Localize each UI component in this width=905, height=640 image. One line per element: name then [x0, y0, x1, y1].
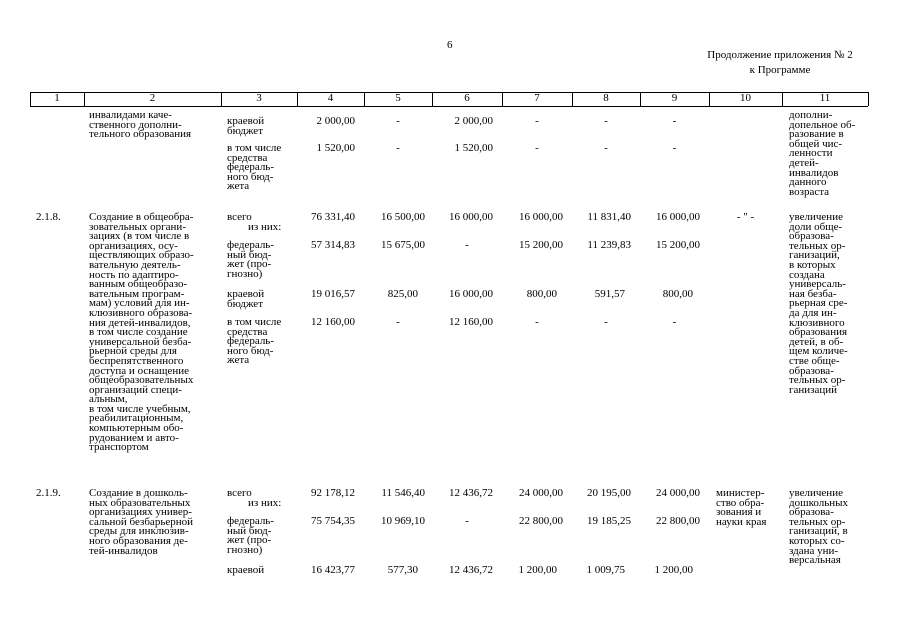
- row-218-regional-col9: 800,00: [662, 288, 693, 300]
- row-219-of-them-label: из них:: [248, 497, 282, 509]
- cont-federal-incl-col9: -: [672, 142, 677, 154]
- header-col-1: 1: [54, 92, 60, 104]
- cont-regional-col4: 2 000,00: [316, 115, 355, 127]
- row-219-total-col9: 24 000,00: [656, 487, 700, 499]
- row-218-of-them-label: из них:: [248, 221, 282, 233]
- row-219-federal-col7: 22 800,00: [519, 515, 563, 527]
- header-col-4: 4: [327, 92, 334, 104]
- row-219-total-col4: 92 178,12: [311, 487, 355, 499]
- continuation-line-1: Продолжение приложения № 2: [707, 49, 853, 61]
- row-218-federal-incl-label: в том числе средства федераль- ного бюд- жета: [227, 316, 282, 367]
- row-219-total-col6: 12 436,72: [449, 487, 493, 499]
- table-right-border: [868, 92, 869, 106]
- header-col-8: 8: [603, 92, 609, 104]
- row-218-total-col9: 16 000,00: [656, 211, 700, 223]
- row-219-federal-col6: -: [465, 515, 469, 527]
- row-219-total-col5: 11 546,40: [381, 487, 425, 499]
- row-218-federal-incl-col8: -: [604, 316, 608, 328]
- header-col-9: 9: [671, 92, 678, 104]
- row-219-regional-col7: 1 200,00: [518, 564, 557, 576]
- header-col-2: 2: [149, 92, 156, 104]
- cont-federal-incl-col5: -: [396, 142, 400, 154]
- cont-regional-col7: -: [535, 115, 539, 127]
- row-219-number: 2.1.9.: [36, 487, 61, 499]
- row-218-regional-col7: 800,00: [526, 288, 557, 300]
- header-col-3: 3: [256, 92, 262, 104]
- header-col-6: 6: [464, 92, 470, 104]
- row-218-number: 2.1.8.: [36, 211, 61, 223]
- row-219-regional-col6: 12 436,72: [449, 564, 493, 576]
- row-218-regional-col5: 825,00: [387, 288, 418, 300]
- row-219-measure: Создание в дошколь- ных образовательных организациях универ- сальной безбарьерной среды для инклюзив- ного образования де- тей-инвалидов: [89, 487, 193, 557]
- row-219-regional-col9: 1 200,00: [654, 564, 693, 576]
- row-219-regional-col5: 577,30: [387, 564, 418, 576]
- cont-indicator-text: дополни- допельное об- разование в общей чис- ленности детей- инвалидов данного возраста: [789, 109, 856, 198]
- header-col-7: 7: [534, 92, 540, 104]
- row-218-federal-col6: -: [465, 239, 469, 251]
- row-218-regional-label: краевой бюджет: [227, 288, 265, 310]
- cont-regional-label: краевой бюджет: [227, 115, 265, 137]
- header-col-10: 10: [740, 92, 751, 104]
- row-218-total-col5: 16 500,00: [381, 211, 425, 223]
- row-219-total-col8: 20 195,00: [587, 487, 631, 499]
- cont-federal-incl-col7: -: [535, 142, 539, 154]
- row-218-total-col7: 16 000,00: [519, 211, 563, 223]
- row-219-indicator: увеличение дошкольных образова- тельных ор- ганизаций, в которых со- здана уни- версальная: [789, 487, 848, 567]
- header-col-5: 5: [395, 92, 401, 104]
- row-219-total-col7: 24 000,00: [519, 487, 563, 499]
- row-218-federal-col4: 57 314,83: [311, 239, 355, 251]
- header-bottom-border: [30, 106, 868, 107]
- cont-regional-col5: -: [396, 115, 400, 127]
- row-218-measure: Создание в общеобра- зовательных органи- зациях (в том числе в организациях, осу- ществляющих образо- вательную деятель- ность по адаптиро- ванным общеобразо- вательным програм- мам) условий для ин- клюзивного образова- ния детей-инвалидов, в том числе создание универсальной безба- рьерной среды для беспрепятственного доступа и оснащение общеобразовательных организаций специ- альным, в том числе учебным, реабилитационным, компьютерным обо- рудованием и авто- транспортом: [89, 211, 194, 454]
- row-218-regional-col6: 16 000,00: [449, 288, 493, 300]
- row-218-federal-incl-col4: 12 160,00: [311, 316, 355, 328]
- cont-federal-incl-col8: -: [604, 142, 608, 154]
- row-218-federal-col5: 15 675,00: [381, 239, 425, 251]
- row-219-federal-col4: 75 754,35: [311, 515, 355, 527]
- row-219-federal-col8: 19 185,25: [587, 515, 631, 527]
- row-219-executor: министер- ство обра- зования и науки края: [716, 487, 767, 528]
- cont-federal-incl-col6: 1 520,00: [454, 142, 493, 154]
- row-219-regional-col8: 1 009,75: [586, 564, 625, 576]
- cont-regional-col8: -: [604, 115, 608, 127]
- row-218-regional-col4: 19 016,57: [311, 288, 355, 300]
- row-219-regional-col4: 16 423,77: [311, 564, 355, 576]
- row-218-federal-label: федераль- ный бюд- жет (про- гнозно): [227, 239, 274, 280]
- row-219-federal-col5: 10 969,10: [381, 515, 425, 527]
- cont-regional-col9: -: [672, 115, 677, 127]
- row-219-regional-label: краевой: [227, 564, 265, 576]
- row-218-indicator: увеличение доли обще- образова- тельных ор- ганизаций, в которых создана универсаль- ная безба- рьерная сре- да для ин- клюзивного образования детей, в об- щем количе- стве обще- образова- тельных ор- ганизаций: [789, 211, 848, 396]
- row-219-total-label: всего: [227, 487, 252, 499]
- page-number: 6: [447, 39, 453, 51]
- cont-federal-incl-col4: 1 520,00: [316, 142, 355, 154]
- row-218-regional-col8: 591,57: [594, 288, 625, 300]
- row-218-federal-col7: 15 200,00: [519, 239, 563, 251]
- cont-federal-incl-label: в том числе средства федераль- ного бюд- жета: [227, 142, 282, 193]
- row-218-total-label: всего: [227, 211, 252, 223]
- cont-regional-col6: 2 000,00: [454, 115, 493, 127]
- row-218-total-col8: 11 831,40: [587, 211, 631, 223]
- row-218-federal-incl-col9: -: [672, 316, 677, 328]
- row-218-executor: - " -: [736, 211, 755, 223]
- row-218-federal-incl-col5: -: [396, 316, 400, 328]
- header-col-11: 11: [819, 92, 831, 104]
- continuation-line-2: к Программе: [749, 64, 811, 76]
- row-218-federal-incl-col7: -: [535, 316, 539, 328]
- row-218-federal-col9: 15 200,00: [656, 239, 700, 251]
- row-218-federal-incl-col6: 12 160,00: [449, 316, 493, 328]
- row-219-federal-label: федераль- ный бюд- жет (про- гнозно): [227, 515, 274, 556]
- row-218-federal-col8: 11 239,83: [587, 239, 631, 251]
- cont-measure-text: инвалидами каче- ственного дополни- тельного образования: [89, 109, 192, 141]
- row-218-total-col6: 16 000,00: [449, 211, 493, 223]
- row-218-total-col4: 76 331,40: [311, 211, 355, 223]
- row-219-federal-col9: 22 800,00: [656, 515, 700, 527]
